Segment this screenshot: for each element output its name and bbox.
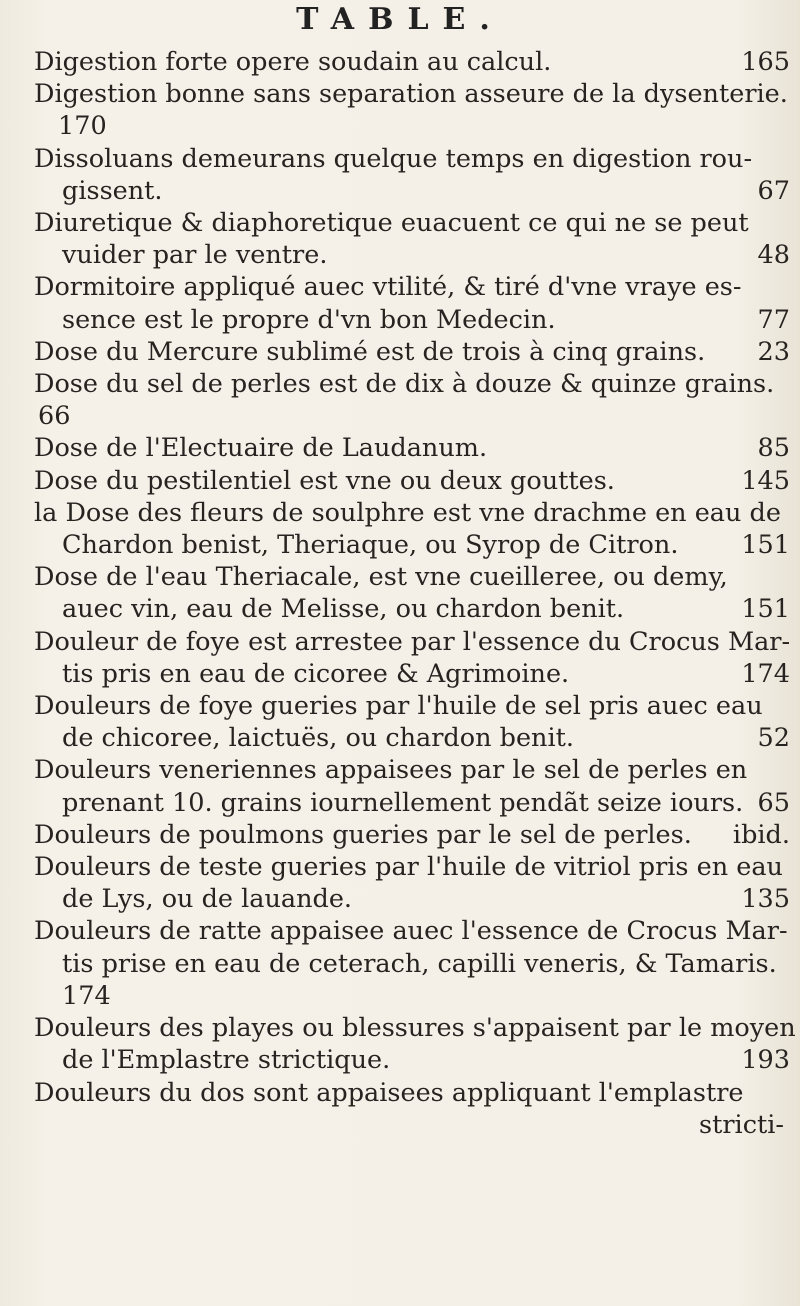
index-entry	[34, 78, 790, 142]
index-entry	[34, 915, 790, 1012]
entry-text: Douleurs de foye gueries par l'huile de sel pris auec eau	[34, 691, 763, 722]
entry-text: auec vin, eau de Melisse, ou chardon benit.	[62, 594, 625, 625]
index-entry	[34, 336, 790, 368]
entry-text: la Dose des fleurs de soulphre est vne drachme en eau de	[34, 497, 781, 528]
page-number: 85	[757, 433, 790, 464]
page-number: 151	[741, 530, 790, 561]
entry-text: Dose du Mercure sublimé est de trois à cinq grains.	[34, 336, 706, 367]
entry-text: gissent.	[62, 175, 163, 206]
entry-text: Dose du sel de perles est de dix à douze & quinze grains.	[34, 369, 775, 400]
entry-text: Dose du pestilentiel est vne ou deux gouttes.	[34, 465, 615, 496]
index-entry	[34, 851, 790, 915]
entry-text: Chardon benist, Theriaque, ou Syrop de Citron.	[62, 530, 679, 561]
entry-text: Dissoluans demeurans quelque temps en digestion rou-	[34, 143, 753, 174]
page-number: 165	[741, 47, 790, 77]
entry-text: Digestion bonne sans separation asseure de la dysenterie.	[34, 79, 788, 110]
entry-text: tis pris en eau de cicoree & Agrimoine.	[62, 658, 570, 689]
entry-text: Dose de l'eau Theriacale, est vne cueilleree, ou demy,	[34, 562, 728, 593]
entry-text: de Lys, ou de lauande.	[62, 884, 353, 915]
entry-text: Douleurs de ratte appaisee auec l'essence de Crocus Mar-	[34, 916, 788, 947]
entry-text: Dose de l'Electuaire de Laudanum.	[34, 433, 488, 464]
page-number: 67	[757, 175, 790, 206]
entry-text: sence est le propre d'vn bon Medecin.	[62, 304, 556, 335]
page-number: 23	[757, 336, 790, 367]
page-number: 145	[741, 465, 790, 496]
index-entry	[34, 465, 790, 497]
entry-text: Dormitoire appliqué auec vtilité, & tiré d'vne vraye es-	[34, 272, 742, 303]
index-entry	[34, 819, 790, 851]
page-number: 174	[741, 658, 790, 689]
index-entry	[34, 561, 790, 625]
entry-text: Douleurs veneriennes appaisees par le sel de perles en	[34, 755, 748, 786]
entry-text: tis prise en eau de ceterach, capilli veneris, & Tamaris.	[62, 948, 777, 979]
index-entry	[34, 626, 790, 690]
index-entry	[34, 368, 790, 432]
entry-text: Douleurs des playes ou blessures s'appaisent par le moyen	[34, 1013, 796, 1044]
entry-text: Diuretique & diaphoretique euacuent ce qui ne se peut	[34, 208, 749, 239]
index-entry	[34, 497, 790, 561]
index-entry	[34, 207, 790, 271]
index-entry	[34, 143, 790, 207]
entry-text: de chicoree, laictuës, ou chardon benit.	[62, 723, 574, 754]
index-entry	[34, 432, 790, 464]
page-number: 170	[58, 111, 107, 142]
page-number: ibid.	[732, 819, 790, 850]
entry-text: Douleurs de poulmons gueries par le sel de perles.	[34, 819, 692, 850]
page-number: 66	[38, 401, 71, 432]
page-number: 193	[741, 1045, 790, 1076]
entry-text: prenant 10. grains iournellement pendãt seize iours.	[62, 787, 744, 818]
page-number: 174	[62, 980, 111, 1011]
entry-text: vuider par le ventre.	[62, 240, 328, 271]
index-entry	[34, 1077, 790, 1141]
page-number: 151	[741, 594, 790, 625]
page-number: 135	[741, 884, 790, 915]
entry-text: de l'Emplastre strictique.	[62, 1045, 391, 1076]
page-number: 65	[757, 787, 790, 818]
catchword: stricti-	[699, 1109, 784, 1140]
page-number: 48	[757, 240, 790, 271]
index-entry	[34, 46, 790, 78]
entry-text: Digestion forte opere soudain au calcul.	[34, 47, 552, 77]
entry-text: Douleurs du dos sont appaisees appliquant l'emplastre	[34, 1077, 744, 1108]
entry-text: Douleurs de teste gueries par l'huile de vitriol pris en eau	[34, 852, 783, 883]
index-entry	[34, 754, 790, 818]
entry-text: Douleur de foye est arrestee par l'essence du Crocus Mar-	[34, 626, 791, 657]
index-entry	[34, 271, 790, 335]
page-number: 52	[757, 723, 790, 754]
page-header: TABLE.	[296, 2, 504, 37]
index-entries	[34, 46, 796, 1141]
index-entry	[34, 1012, 796, 1076]
page-number: 77	[757, 304, 790, 335]
index-entry	[34, 690, 790, 754]
